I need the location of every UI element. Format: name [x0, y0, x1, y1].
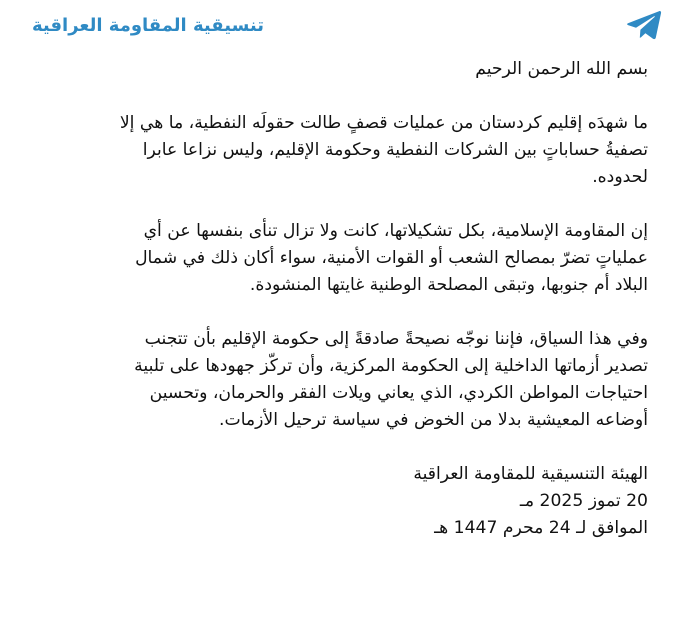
signature	[8, 461, 648, 542]
channel-name[interactable]: تنسيقية المقاومة العراقية	[32, 14, 264, 36]
paragraph-3	[8, 326, 648, 434]
signature-org: الهيئة التنسيقية للمقاومة العراقية	[413, 464, 648, 484]
basmala	[8, 56, 648, 83]
signature-date-gregorian: 20 تموز 2025 مـ	[519, 491, 648, 511]
paragraph-2-line: عملياتٍ تضرّ بمصالح الشعب أو القوات الأمنية، سواء أكان ذلك في شمال	[135, 248, 648, 268]
paragraph-3-line: تصدير أزماتها الداخلية إلى الحكومة المركزية، وأن تركّز جهودها على تلبية	[134, 356, 648, 376]
telegram-icon[interactable]	[626, 10, 662, 40]
paragraph-3-line: أوضاعه المعيشية بدلا من الخوض في سياسة ترحيل الأزمات.	[219, 410, 648, 430]
basmala-line: بسم الله الرحمن الرحيم	[475, 59, 648, 79]
paragraph-3-line: احتياجات المواطن الكردي، الذي يعاني ويلات الفقر والحرمان، وتحسين	[149, 383, 648, 403]
paragraph-1	[8, 110, 648, 191]
message-body[interactable]	[8, 56, 648, 542]
paragraph-1-line: تصفيةُ حساباتٍ بين الشركات النفطية وحكومة الإقليم، وليس نزاعا عابرا	[142, 140, 648, 160]
paragraph-2-line: إن المقاومة الإسلامية، بكل تشكيلاتها، كانت ولا تزال تنأى بنفسها عن أي	[143, 221, 648, 241]
paragraph-3-line: وفي هذا السياق، فإننا نوجّه نصيحةً صادقةً إلى حكومة الإقليم بأن تتجنب	[144, 329, 648, 349]
paragraph-1-line: ما شهدَه إقليم كردستان من عمليات قصفٍ طالت حقولَه النفطية، ما هي إلا	[119, 113, 648, 133]
signature-date-hijri: الموافق لـ 24 محرم 1447 هـ	[434, 518, 648, 538]
paragraph-2	[8, 218, 648, 299]
post-header	[14, 8, 664, 42]
paragraph-1-line: لحدوده.	[592, 167, 648, 187]
paragraph-2-line: البلاد أم جنوبها، وتبقى المصلحة الوطنية غايتها المنشودة.	[249, 275, 648, 295]
